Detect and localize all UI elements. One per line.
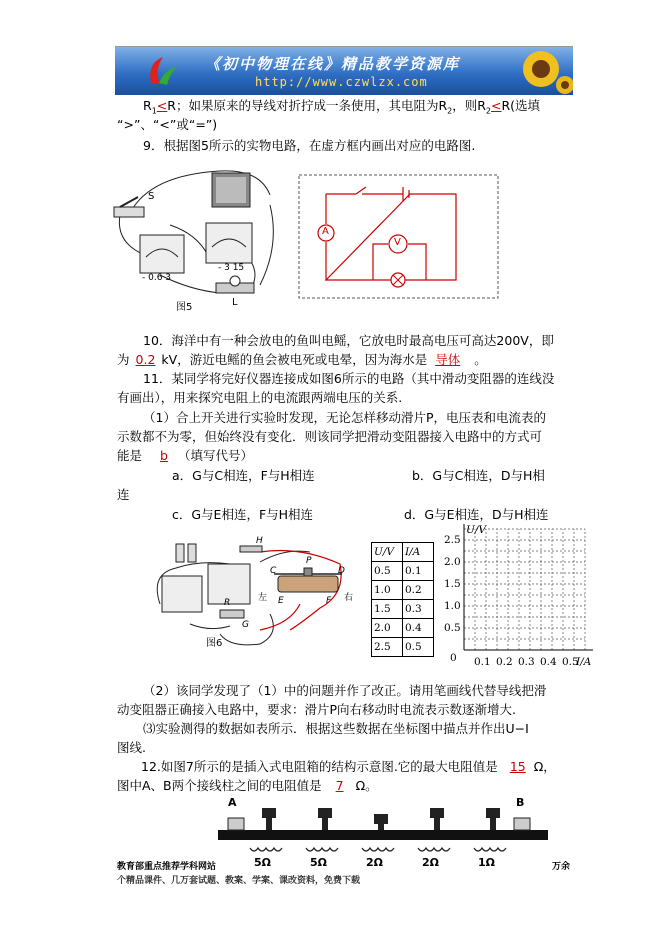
question-12-line-2 xyxy=(117,776,378,794)
label-d: D xyxy=(338,566,345,576)
question-12-line-1 xyxy=(141,757,556,775)
r-symbol: R xyxy=(143,98,152,113)
figure-6 xyxy=(150,534,358,652)
question-11-part1-line-2: 示数都不为零，但始终没有变化．则该同学把滑动变阻器接入电路中的方式可 xyxy=(117,429,543,444)
option-b-cont: 连 xyxy=(117,487,130,502)
ammeter-symbol-label: A xyxy=(322,226,329,237)
terminal-b-label: B xyxy=(516,796,525,809)
label-right: 右 xyxy=(344,593,354,603)
text-segment: 图中A、B两个接线柱之间的电阻值是 xyxy=(117,778,322,793)
resistor-label: 2Ω xyxy=(366,856,384,869)
label-r: R xyxy=(224,598,231,608)
label-f: F xyxy=(326,596,332,606)
table-row xyxy=(372,562,434,581)
resistor-label: 2Ω xyxy=(422,856,440,869)
resistor-label: 5Ω xyxy=(310,856,328,869)
question-11-part3-line-2: 图线. xyxy=(117,740,146,755)
graph-xtick: 0.5 xyxy=(562,656,579,668)
figure-7-resistance-box xyxy=(214,796,552,874)
table-cell: 0.4 xyxy=(403,619,434,638)
voltmeter-symbol-label: V xyxy=(394,237,401,248)
table-row xyxy=(372,581,434,600)
table-cell: 0.5 xyxy=(372,562,403,581)
table-cell: 1.5 xyxy=(372,600,403,619)
question-11-part1-line-1: （1）合上开关进行实验时发现，无论怎样移动滑片P，电压表和电流表的 xyxy=(143,410,546,425)
table-header: U/V xyxy=(372,543,403,562)
sunflower-image xyxy=(511,47,573,95)
figure-5 xyxy=(110,165,288,315)
label-s: S xyxy=(148,191,155,202)
text-segment: 12.如图7所示的是插入式电阻箱的结构示意图.它的最大电阻值是 xyxy=(141,759,498,774)
answer-conductor: 导体 xyxy=(435,352,461,367)
answer-compare-1: < xyxy=(156,98,168,113)
label-e: E xyxy=(278,596,284,606)
text-line-1 xyxy=(143,96,540,116)
answer-kv: 0.2 xyxy=(135,352,156,367)
table-cell: 2.5 xyxy=(372,638,403,657)
question-11-part2-line-1: （2）该同学发现了（1）中的问题并作了改正。请用笔画线代替导线把滑 xyxy=(143,683,547,698)
table-header-row xyxy=(372,543,434,562)
resistor-label: 1Ω xyxy=(478,856,496,869)
label-left: 左 xyxy=(258,593,268,603)
table-cell: 0.2 xyxy=(403,581,434,600)
text-segment: kV，游近电鳐的鱼会被电死或电晕，因为海水是 xyxy=(161,352,428,367)
text-segment: R(选填 xyxy=(501,98,541,113)
data-table xyxy=(371,542,434,657)
question-10-line-2 xyxy=(117,350,487,368)
circuit-diagram-box xyxy=(298,174,500,300)
question-11-line-1: 11．某同学将完好仪器连接成如图6所示的电路（其中滑动变阻器的连线没 xyxy=(143,371,555,386)
table-cell: 2.0 xyxy=(372,619,403,638)
graph-ytick: 1.0 xyxy=(444,600,461,612)
footer-line-1-end: 万余 xyxy=(552,862,571,872)
figure-6-caption: 图6 xyxy=(206,638,223,649)
question-10-line-1: 10．海洋中有一种会放电的鱼叫电鳐，它放电时最高电压可高达200V，即 xyxy=(143,333,554,348)
question-11-part1-line-3 xyxy=(117,446,253,464)
r-subscript: 2 xyxy=(447,106,453,116)
voltmeter-scale: - 3 15 xyxy=(218,263,245,273)
graph-xtick: 0.3 xyxy=(518,656,535,668)
question-9: 9．根据图5所示的实物电路，在虚方框内画出对应的电路图. xyxy=(143,138,476,153)
answer-option: b xyxy=(160,448,168,463)
logo xyxy=(145,53,179,89)
question-11-part2-line-2: 动变阻器正确接入电路中，要求：滑片P向右移动时电流表示数逐渐增大. xyxy=(117,702,517,717)
table-header: I/A xyxy=(403,543,434,562)
graph-ylabel: U/V xyxy=(466,524,486,536)
figure-5-caption: 图5 xyxy=(176,302,193,313)
table-cell: 0.3 xyxy=(403,600,434,619)
footer-line-1: 教育部重点推荐学科网站 xyxy=(117,862,217,872)
ammeter-scale: - 0.6 3 xyxy=(142,273,172,283)
label-p: P xyxy=(306,556,312,566)
graph-ytick: 2.0 xyxy=(444,556,461,568)
graph-xtick: 0.1 xyxy=(474,656,491,668)
table-cell: 0.1 xyxy=(403,562,434,581)
r-subscript: 1 xyxy=(151,106,157,116)
question-11-line-2: 有画出），用来探究电阻上的电流跟两端电压的关系. xyxy=(117,390,403,405)
text-segment: Ω， xyxy=(533,759,556,774)
answer-ab-resistance: 7 xyxy=(335,778,344,793)
table-cell: 1.0 xyxy=(372,581,403,600)
text-line-2: “>”、“<”或“=”) xyxy=(117,117,218,132)
option-a: a．G与C相连，F与H相连 xyxy=(172,468,315,483)
graph-ytick: 2.5 xyxy=(444,534,461,546)
banner-url[interactable]: http://www.czwlzx.com xyxy=(255,75,428,89)
r-subscript: 2 xyxy=(485,106,492,116)
text-segment: ，则R xyxy=(452,98,486,113)
answer-compare-2: < xyxy=(491,98,502,113)
site-banner xyxy=(115,46,573,95)
graph-xtick: 0.2 xyxy=(496,656,513,668)
table-row xyxy=(372,619,434,638)
text-segment: 。 xyxy=(474,352,487,367)
label-l: L xyxy=(232,297,238,308)
table-row xyxy=(372,638,434,657)
option-d: d．G与E相连，D与H相连 xyxy=(404,507,549,522)
text-segment: 为 xyxy=(117,352,130,367)
terminal-a-label: A xyxy=(228,796,237,809)
graph-origin: 0 xyxy=(450,652,457,664)
table-cell: 0.5 xyxy=(403,638,434,657)
text-segment: （填写代号） xyxy=(177,448,253,463)
label-c: C xyxy=(270,566,277,576)
graph-xlabel: I/A xyxy=(576,656,592,668)
resistor-label: 5Ω xyxy=(254,856,272,869)
question-11-part3-line-1: ⑶实验测得的数据如表所示．根据这些数据在坐标图中描点并作出U−I xyxy=(143,721,529,736)
text-segment: Ω。 xyxy=(355,778,378,793)
graph-ytick: 0.5 xyxy=(444,622,461,634)
footer-line-2: 个精品课件、几万套试题、教案、学案、课改资料，免费下载 xyxy=(117,876,361,886)
graph-ytick: 1.5 xyxy=(444,578,461,590)
label-g: G xyxy=(242,620,249,630)
u-i-graph xyxy=(440,524,600,672)
graph-grid xyxy=(440,524,600,672)
table-row xyxy=(372,600,434,619)
answer-max-resistance: 15 xyxy=(509,759,526,774)
option-b: b．G与C相连，D与H相 xyxy=(412,468,545,483)
text-segment: R；如果原来的导线对折拧成一条使用，其电阻为R xyxy=(167,98,448,113)
text-segment: 能是 xyxy=(117,448,143,463)
label-h: H xyxy=(256,536,263,546)
graph-xtick: 0.4 xyxy=(540,656,557,668)
banner-title: 《初中物理在线》精品教学资源库 xyxy=(205,55,461,73)
option-c: c．G与E相连，F与H相连 xyxy=(172,507,314,522)
